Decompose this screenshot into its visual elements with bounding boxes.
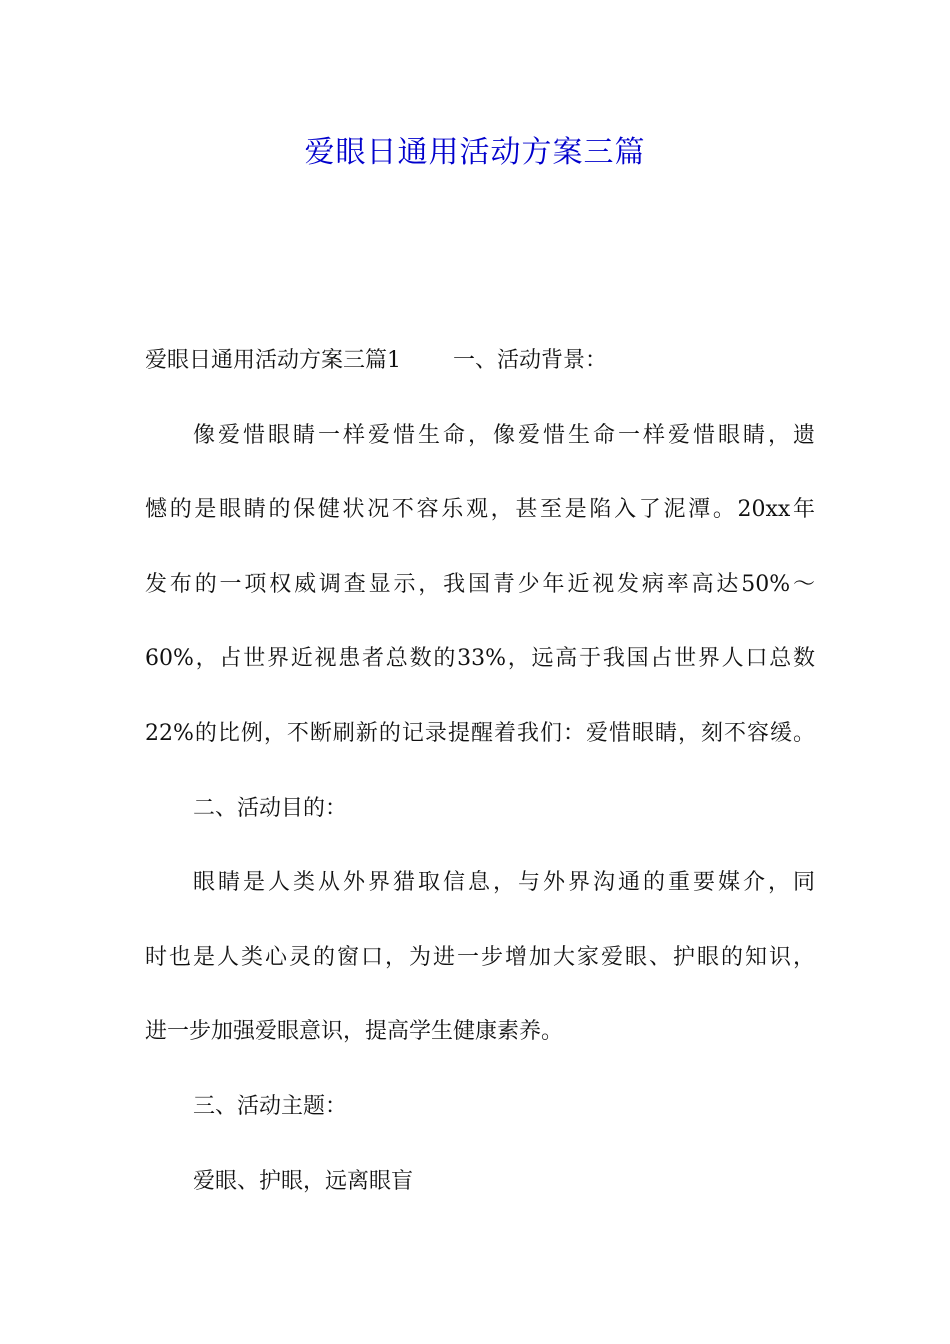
section-heading-theme: 三、活动主题： xyxy=(193,1093,348,1119)
body-line-4: 发布的一项权威调查显示，我国青少年近视发病率高达50%～ xyxy=(145,571,815,597)
section-heading-background: 一、活动背景： xyxy=(453,348,608,373)
body-line-10: 进一步加强爱眼意识，提高学生健康素养。 xyxy=(145,1019,564,1045)
body-line-5: 60%，占世界近视患者总数的33%，远高于我国占世界人口总数 xyxy=(145,646,815,672)
body-line-1 xyxy=(145,338,815,413)
body-line-12: 爱眼、护眼，远离眼盲 xyxy=(193,1168,414,1194)
document-body xyxy=(145,338,815,1233)
body-line-2: 像爱惜眼睛一样爱惜生命，像爱惜生命一样爱惜眼睛，遗 xyxy=(193,422,815,448)
body-line-6: 22%的比例，不断刷新的记录提醒着我们：爱惜眼睛，刻不容缓。 xyxy=(145,720,815,746)
section-heading-purpose: 二、活动目的： xyxy=(193,795,348,821)
body-line-8: 眼睛是人类从外界猎取信息，与外界沟通的重要媒介，同 xyxy=(193,870,815,896)
body-line-9: 时也是人类心灵的窗口，为进一步增加大家爱眼、护眼的知识， xyxy=(145,944,815,970)
section-heading-plan-1: 爱眼日通用活动方案三篇1 xyxy=(145,348,401,373)
body-line-3: 憾的是眼睛的保健状况不容乐观，甚至是陷入了泥潭。20xx年 xyxy=(145,497,815,523)
page-title: 爱眼日通用活动方案三篇 xyxy=(304,135,646,170)
